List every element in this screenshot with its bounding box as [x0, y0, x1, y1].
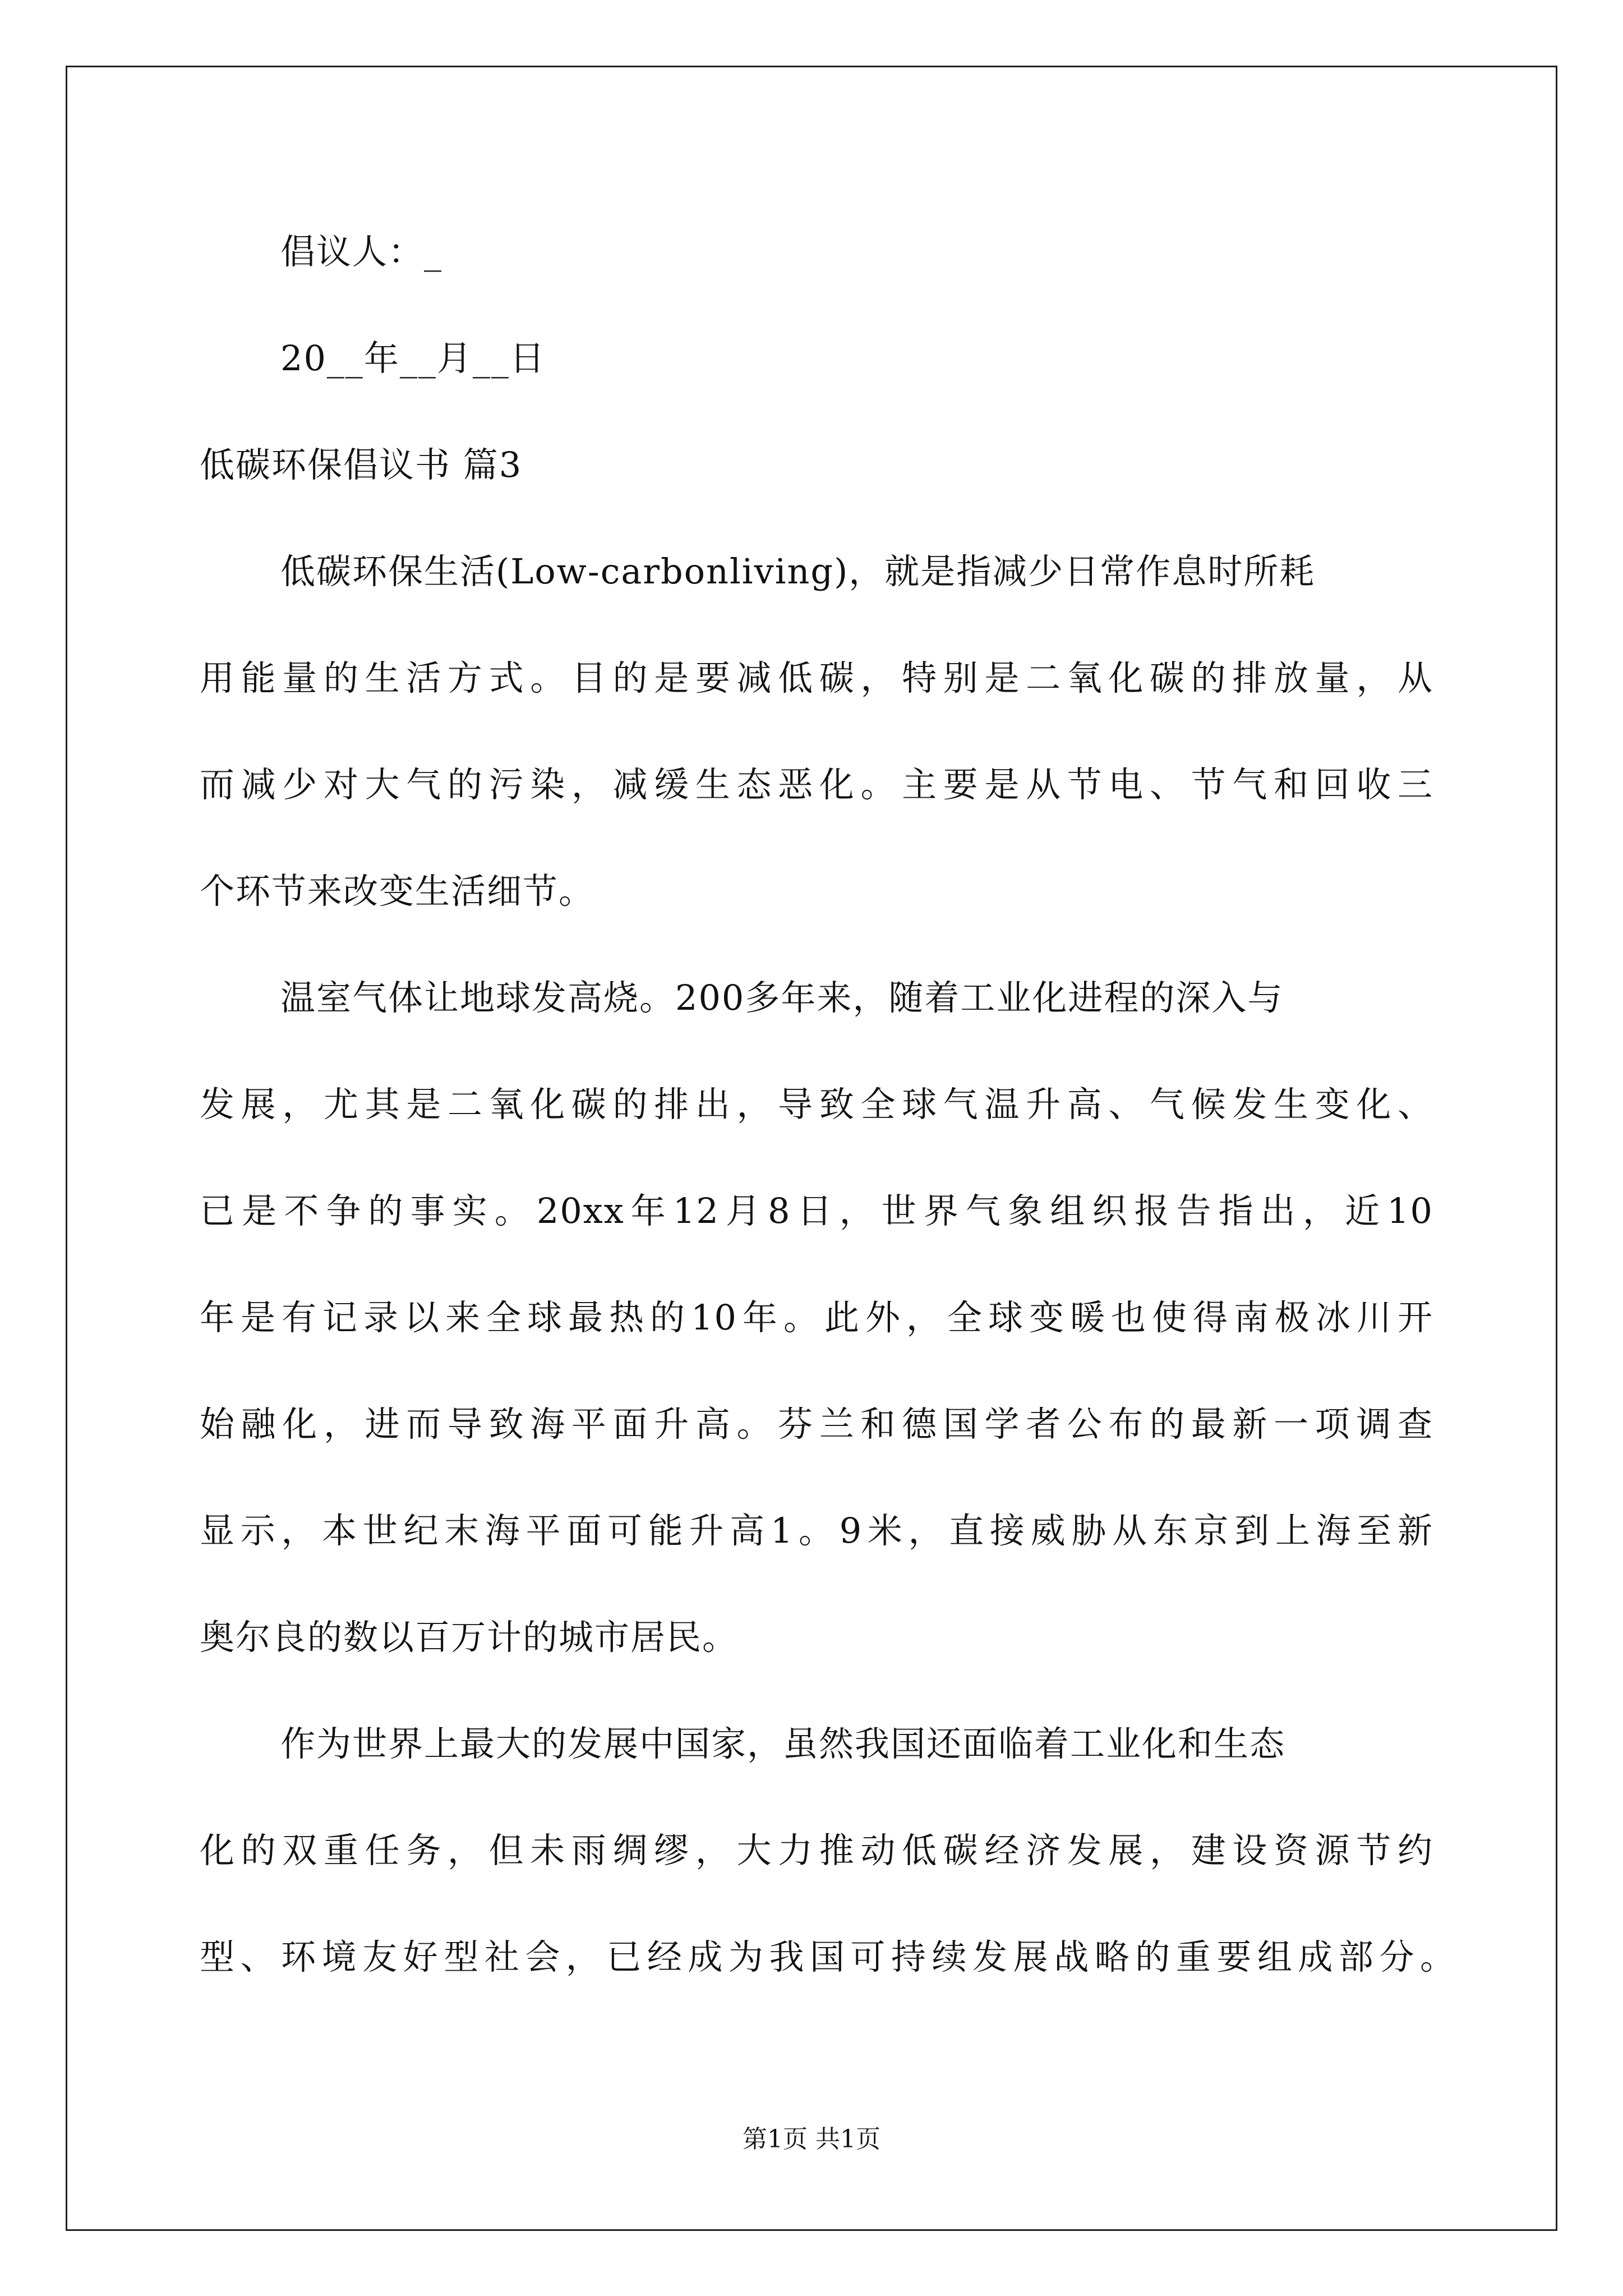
date-line: 20__年__月__日 — [280, 338, 546, 379]
paragraph-2-line-7: 奥尔良的数以百万计的城市居民。 — [200, 1617, 739, 1658]
paragraph-2-line-1: 温室气体让地球发高烧。200多年来，随着工业化进程的深入与 — [280, 977, 1284, 1018]
paragraph-1-line-2: 用能量的生活方式。目的是要减低碳，特别是二氧化碳的排放量，从 — [200, 657, 1433, 698]
paragraph-1-line-1: 低碳环保生活(Low-carbonliving)，就是指减少日常作息时所耗 — [280, 551, 1316, 592]
paragraph-2-line-4: 年是有记录以来全球最热的10年。此外，全球变暖也使得南极冰川开 — [200, 1297, 1433, 1338]
page-border — [66, 66, 1557, 2231]
paragraph-2-line-3: 已是不争的事实。20xx年12月8日，世界气象组织报告指出，近10 — [200, 1190, 1433, 1231]
paragraph-2-line-2: 发展，尤其是二氧化碳的排出，导致全球气温升高、气候发生变化、 — [200, 1084, 1433, 1125]
paragraph-3-line-3: 型、环境友好型社会，已经成为我国可持续发展战略的重要组成部分。 — [200, 1936, 1456, 1977]
paragraph-1-line-3: 而减少对大气的污染，减缓生态恶化。主要是从节电、节气和回收三 — [200, 764, 1433, 805]
paragraph-2-line-5: 始融化，进而导致海平面升高。芬兰和德国学者公布的最新一项调查 — [200, 1404, 1433, 1444]
section-heading: 低碳环保倡议书 篇3 — [200, 444, 523, 485]
paragraph-1-line-4: 个环节来改变生活细节。 — [200, 871, 595, 912]
paragraph-2-line-6: 显示，本世纪末海平面可能升高1。9米，直接威胁从东京到上海至新 — [200, 1510, 1433, 1551]
proposer-signature-line: 倡议人：_ — [280, 231, 443, 272]
paragraph-3-line-1: 作为世界上最大的发展中国家，虽然我国还面临着工业化和生态 — [280, 1723, 1286, 1764]
paragraph-3-line-2: 化的双重任务，但未雨绸缪，大力推动低碳经济发展，建设资源节约 — [200, 1830, 1433, 1871]
page-indicator: 第1页 共1页 — [743, 2125, 880, 2154]
